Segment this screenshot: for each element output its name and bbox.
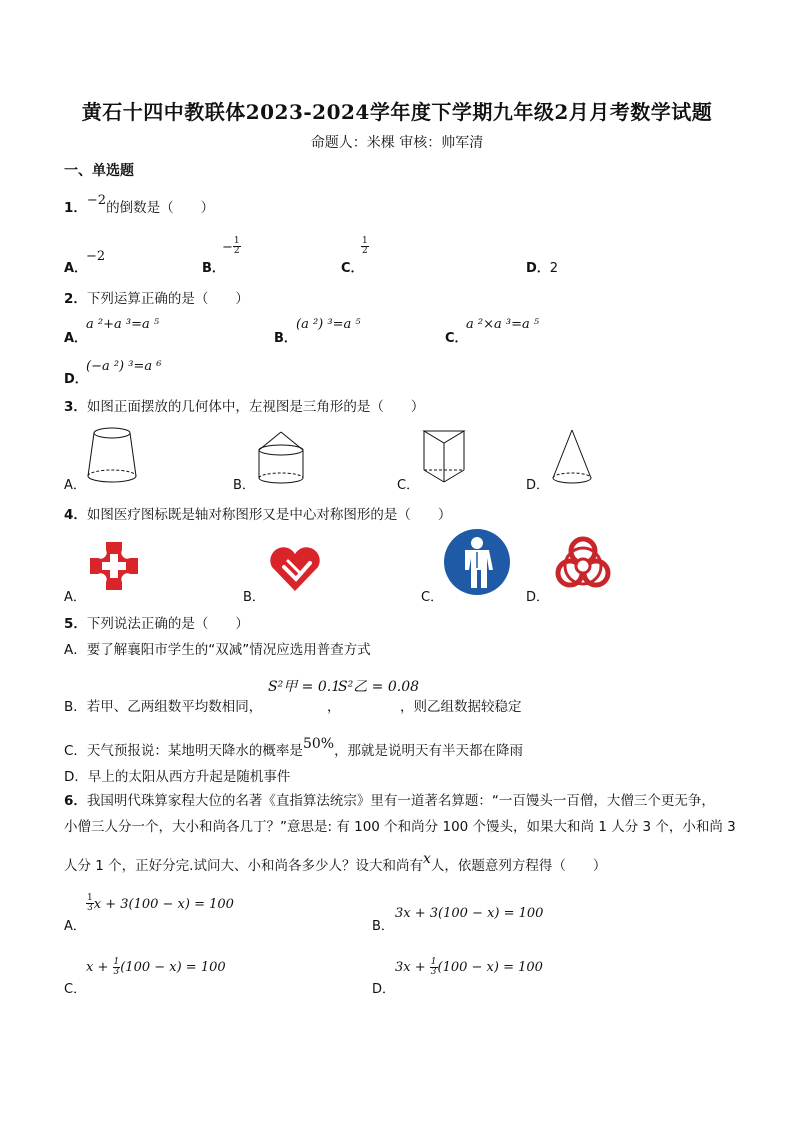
- question-6-line-2: 小僧三人分一个，大小和尚各几丁？”意思是: 有 100 个和尚分 100 个馒头，如果大和尚 1 人分 3 个，小和尚 3: [64, 819, 736, 835]
- q5-option-b: B．若甲、乙两组数平均数相同，: [64, 699, 263, 715]
- q3-option-b: B．: [233, 478, 255, 493]
- heart-hand-icon: [266, 545, 324, 595]
- question-6-line-3: 人分 1 个，正好分完.试问大、小和尚各多少人？设大和尚有x人，依题意列方程得（ ）: [64, 851, 607, 874]
- red-cross-icon: [88, 540, 140, 592]
- q5-option-b-end: ，则乙组数据较稳定: [400, 699, 522, 715]
- q6-option-d-equation: 3x + $\frac{1}{3}$ (100 − x) = 100: [395, 957, 543, 977]
- q2-option-b: B．: [274, 331, 297, 346]
- cone-on-cylinder-icon: [256, 430, 306, 488]
- q1-option-c-value: $\frac{1}{2}$: [362, 236, 368, 256]
- q6-option-c-equation: x + $\frac{1}{3}$ (100 − x) = 100: [86, 957, 226, 977]
- question-1-stem: 的倒数是（ ）: [106, 200, 215, 216]
- q2-option-d-value: (−a ²) ³=a ⁶: [86, 359, 162, 374]
- q6-option-b: B．: [372, 919, 394, 934]
- q3-option-c: C．: [397, 478, 420, 493]
- q1-option-a-value: −2: [86, 249, 106, 264]
- q2-option-d: D．: [64, 372, 88, 387]
- q2-option-a-value: a ²+a ³=a ⁵: [86, 317, 160, 332]
- section-heading: 一、单选题: [64, 163, 134, 179]
- question-2: 2．下列运算正确的是（ ）: [64, 291, 249, 307]
- page-title: 黄石十四中教联体2023-2024学年度下学期九年级2月月考数学试题: [81, 100, 713, 124]
- q6-option-a: A．: [64, 919, 86, 934]
- q5-comma: ，: [327, 699, 341, 715]
- q1-option-b: B．: [202, 261, 225, 276]
- q1-option-a: A．: [64, 261, 88, 276]
- q4-option-a: A．: [64, 590, 86, 605]
- q5-option-d: D．早上的太阳从西方升起是随机事件: [64, 769, 291, 785]
- one-third-fraction: $\frac{1}{3}$: [430, 957, 437, 977]
- question-6-line-1: 6．我国明代珠算家程大位的名著《直指算法统宗》里有一道著名算题：“一百馒头一百僧，大僧三个更无争，: [64, 793, 715, 809]
- q2-option-c: C．: [445, 331, 468, 346]
- q5-option-c: C．天气预报说：某地明天降水的概率是50%，那就是说明天有半天都在降雨: [64, 736, 524, 759]
- q3-option-a: A．: [64, 478, 86, 493]
- q5-variance-b: S²乙 = 0.08: [338, 679, 420, 695]
- question-4: 4．如图医疗图标既是轴对称图形又是中心对称图形的是（ ）: [64, 507, 452, 523]
- question-3: 3．如图正面摆放的几何体中，左视图是三角形的是（ ）: [64, 399, 425, 415]
- triangular-prism-icon: [420, 428, 468, 486]
- one-third-fraction: $\frac{1}{3}$: [113, 957, 120, 977]
- question-5: 5．下列说法正确的是（ ）: [64, 616, 249, 632]
- q2-option-b-value: (a ²) ³=a ⁵: [296, 317, 361, 332]
- question-1-math: −2: [86, 193, 107, 208]
- question-1-number: 1．: [64, 200, 87, 216]
- q6-option-c: C．: [64, 982, 87, 997]
- q4-option-b: B．: [243, 590, 265, 605]
- q4-option-c: C．: [421, 590, 444, 605]
- question-1: [64, 193, 215, 216]
- q1-option-d: D．2: [526, 261, 559, 276]
- q4-option-d: D．: [526, 590, 550, 605]
- protective-suit-icon: [443, 528, 511, 596]
- q2-option-a: A．: [64, 331, 88, 346]
- q1-option-b-value: − $\frac{1}{2}$: [222, 236, 240, 256]
- cone-icon: [550, 428, 594, 488]
- q6-option-b-equation: 3x + 3(100 − x) = 100: [395, 906, 544, 921]
- biohazard-icon: [552, 534, 614, 594]
- q1-option-c: C．: [341, 261, 364, 276]
- q2-option-c-value: a ²×a ³=a ⁵: [466, 317, 540, 332]
- q6-option-d: D．: [372, 982, 396, 997]
- page-subtitle: 命题人：米棵 审核：帅军清: [310, 135, 484, 151]
- q6-option-a-equation: $\frac{1}{3}$ x + 3(100 − x) = 100: [87, 893, 234, 913]
- q3-option-d: D．: [526, 478, 550, 493]
- frustum-icon: [84, 424, 140, 486]
- q5-option-a: A．要了解襄阳市学生的“双减”情况应选用普查方式: [64, 642, 371, 658]
- q5-variance-a: S²甲 = 0.1: [268, 679, 341, 695]
